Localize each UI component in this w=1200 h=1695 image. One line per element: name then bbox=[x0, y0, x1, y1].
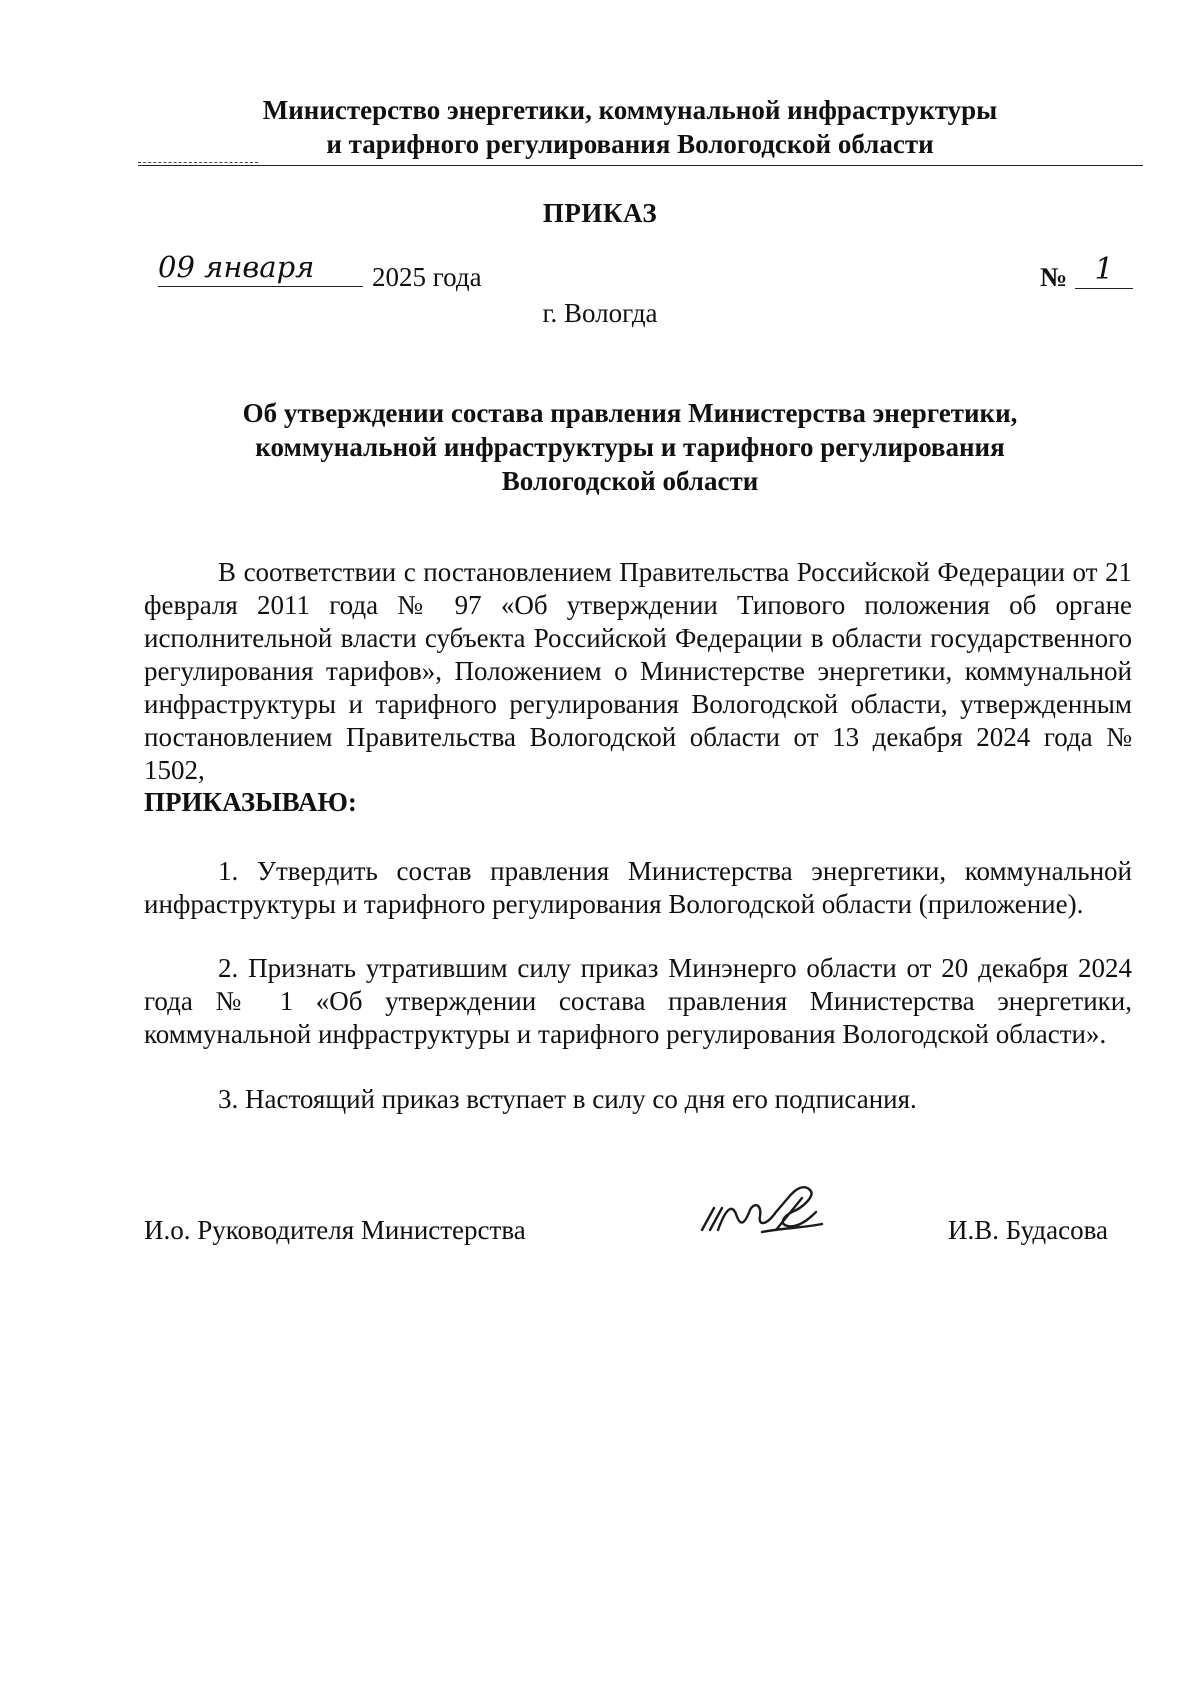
preamble-paragraph bbox=[144, 556, 1132, 787]
ministry-header-line2: и тарифного регулирования Вологодской области bbox=[326, 129, 934, 159]
order-word: ПРИКАЗЫВАЮ: bbox=[144, 787, 357, 817]
header-rule bbox=[138, 165, 1143, 166]
order-item-text: 1. Утвердить состав правления Министерства энергетики, коммунальной инфраструктуры и тарифного регулирования Вологодской области (приложение). bbox=[144, 856, 1132, 919]
preamble-text: В соответствии с постановлением Правительства Российской Федерации от 21 февраля 2011 года № 97 «Об утверждении Типового положения об органе исполнительной власти субъекта Российской Федерации в области государственного регулирования тарифов», Положением о Министерстве энергетики, коммунальной инфраструктуры и тарифного регулирования Вологодской области, утвержденным постановлением Правительства Вологодской области от 13 декабря 2024 года № 1502, bbox=[144, 557, 1132, 785]
ministry-header-line1: Министерство энергетики, коммунальной инфраструктуры bbox=[262, 95, 998, 125]
header-rule-dashed bbox=[138, 162, 258, 163]
signatory-name: И.В. Будасова bbox=[948, 1215, 1108, 1245]
order-item-text: 3. Настоящий приказ вступает в силу со дня его подписания. bbox=[218, 1084, 917, 1114]
city: г. Вологда bbox=[542, 298, 658, 328]
handwritten-signature bbox=[692, 1168, 852, 1248]
order-item-text: 2. Признать утратившим силу приказ Минэнерго области от 20 декабря 2024 года № 1 «Об утверждении состава правления Министерства энергетики, коммунальной инфраструктуры и тарифного регулирования Вологодской области». bbox=[144, 953, 1132, 1049]
handwritten-date: 09 января bbox=[158, 250, 363, 287]
handwritten-number: 1 bbox=[1075, 252, 1133, 289]
document-type: ПРИКАЗ bbox=[542, 198, 658, 228]
order-item-1 bbox=[144, 855, 1132, 921]
date-year: 2025 года bbox=[372, 262, 482, 292]
order-subject: Об утверждении состава правления Министерства энергетики, коммунальной инфраструктуры и тарифного регулирования Вологодской области bbox=[242, 398, 1018, 496]
order-item-3 bbox=[144, 1083, 1132, 1116]
order-item-2 bbox=[144, 952, 1132, 1051]
number-label: № bbox=[1040, 262, 1068, 292]
signatory-role: И.о. Руководителя Министерства bbox=[144, 1215, 526, 1245]
